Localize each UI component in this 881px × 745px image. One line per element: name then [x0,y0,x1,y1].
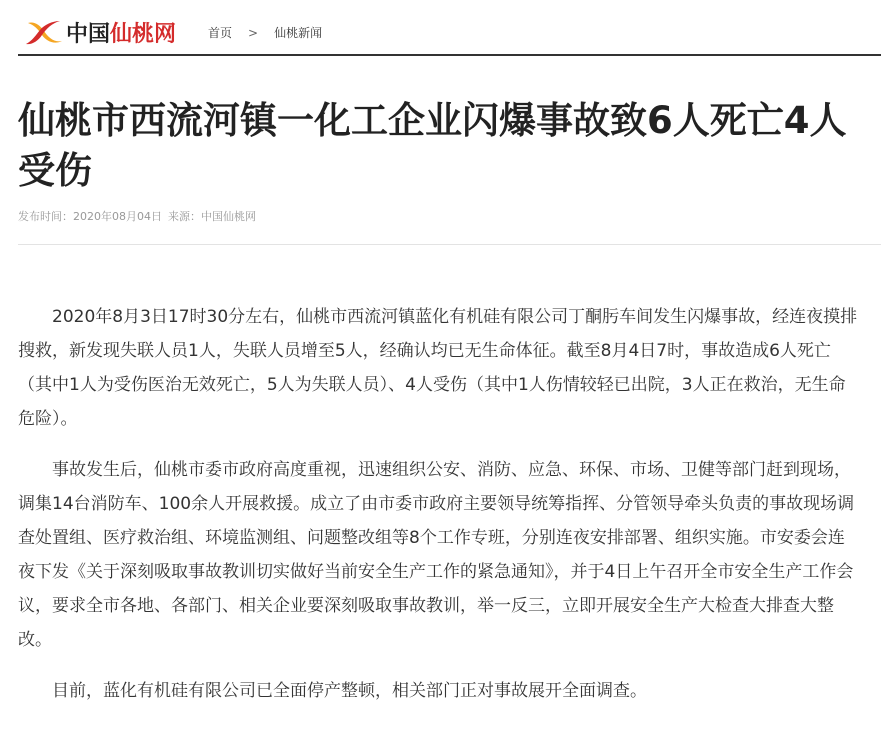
logo-text-part1: 中国 [66,21,111,47]
logo-text-part2: 仙桃网 [110,21,177,47]
breadcrumb-separator-icon: > [248,25,259,40]
site-header [0,0,881,56]
breadcrumb [208,24,322,41]
breadcrumb-section-link[interactable]: 仙桃新闻 [274,26,323,40]
article-paragraph: 目前，蓝化有机硅有限公司已全面停产整顿，相关部门正对事故展开全面调查。 [52,681,647,701]
site-logo[interactable] [24,14,176,50]
header-divider [18,54,881,56]
article-body [18,300,860,725]
article-source: 来源：中国仙桃网 [168,210,256,223]
article-paragraph: 2020年8月3日17时30分左右，仙桃市西流河镇蓝化有机硅有限公司丁酮肟车间发生闪爆事故，经连夜摸排搜救，新发现失联人员1人，失联人员增至5人，经确认均已无生命体征。截至8月4日7时，事故造成6人死亡（其中1人为受伤医治无效死亡，5人为失联人员）、4人受伤（其中1人伤情较轻已出院，3人正在救治，无生命危险）。 [18,307,858,429]
logo-text [66,17,176,48]
article-title: 仙桃市西流河镇一化工企业闪爆事故致6人死亡4人受伤 [18,99,847,192]
article-paragraph: 事故发生后，仙桃市委市政府高度重视，迅速组织公安、消防、应急、环保、市场、卫健等部门赶到现场，调集14台消防车、100余人开展救援。成立了由市委市政府主要领导统筹指挥、分管领导牵头负责的事故现场调查处置组、医疗救治组、环境监测组、问题整改组等8个工作专班，分别连夜安排部署、组织实施。市安委会连夜下发《关于深刻吸取事故教训切实做好当前安全生产工作的紧急通知》，并于4日上午召开全市安全生产工作会议，要求全市各地、各部门、相关企业要深刻吸取事故教训，举一反三，立即开展安全生产大检查大排查大整改。 [18,460,855,650]
publish-time: 发布时间：2020年08月04日 [18,210,162,223]
breadcrumb-home-link[interactable]: 首页 [208,26,233,40]
article-meta [18,208,256,224]
meta-divider [18,244,881,245]
logo-swoosh-icon [24,17,64,47]
